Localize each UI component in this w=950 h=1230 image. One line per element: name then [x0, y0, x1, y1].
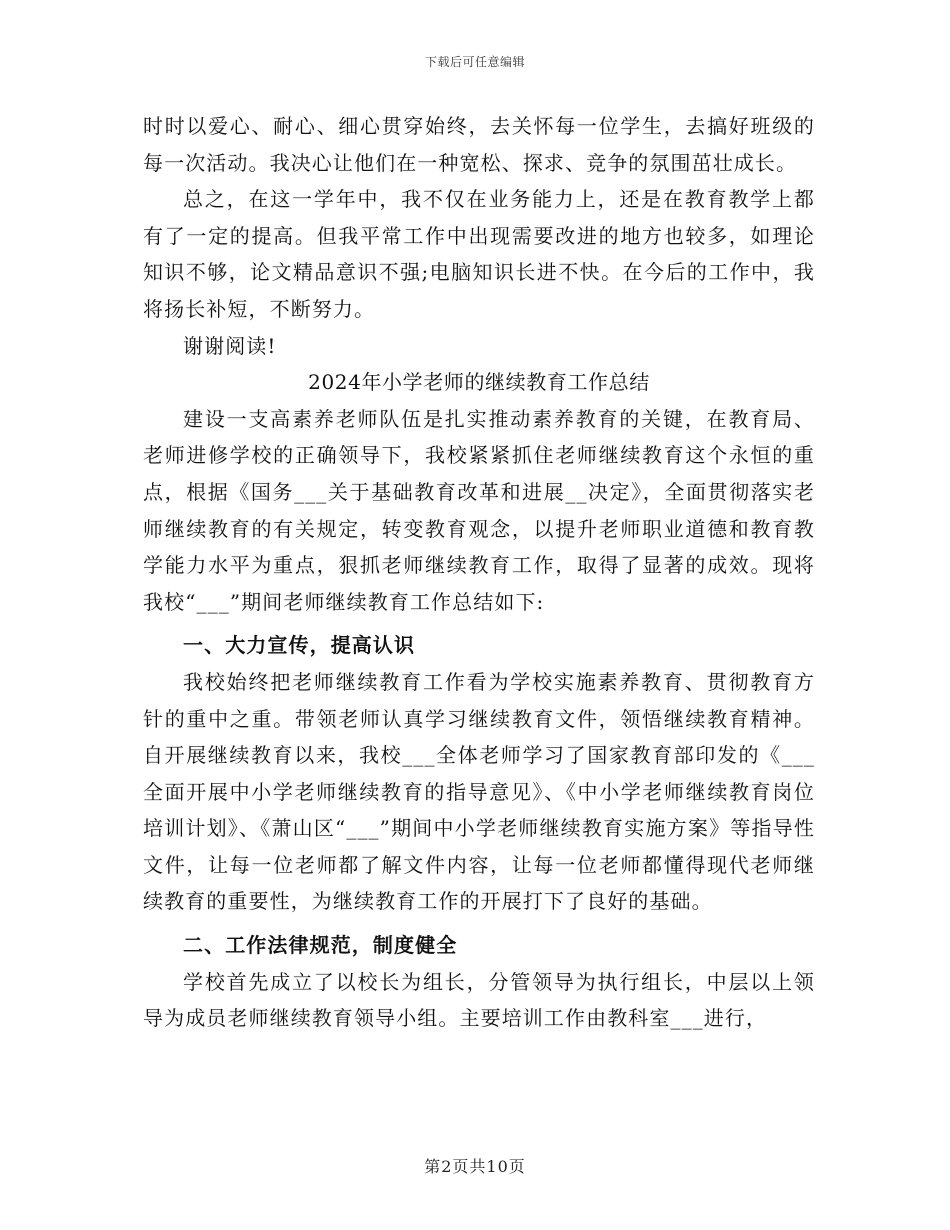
- page-footer: 第2页共10页: [424, 1157, 526, 1176]
- section-heading-1: 一、大力宣传，提高认识: [183, 633, 416, 658]
- page-header: 下载后可任意编辑: [424, 55, 525, 69]
- section-body-1: 我校始终把老师继续教育工作看为学校实施素养教育、贯彻教育方针的重中之重。带领老师认真学习继续教育文件，领悟继续教育精神。自开展继续教育以来，我校___全体老师学习了国家教育部印发的《___全面开展中小学老师继续教育的指导意见》、《中小学老师继续教育岗位培训计划》、《萧山区“___”期间中小学老师继续教育实施方案》等指导性文件，让每一位老师都了解文件内容，让每一位老师都懂得现代老师继续教育的重要性，为继续教育工作的开展打下了良好的基础。: [143, 669, 815, 914]
- paragraph-intro: 建设一支高素养老师队伍是扎实推动素养教育的关键，在教育局、老师进修学校的正确领导下，我校紧紧抓住老师继续教育这个永恒的重点，根据《国务___关于基础教育改革和进展__决定》，全面贯彻落实老师继续教育的有关规定，转变教育观念，以提升老师职业道德和教育教学能力水平为重点，狠抓老师继续教育工作，取得了显著的成效。现将我校“___”期间老师继续教育工作总结如下:: [143, 406, 815, 614]
- paragraph-continued: 时时以爱心、耐心、细心贯穿始终，去关怀每一位学生，去搞好班级的每一次活动。我决心让他们在一种宽松、探求、竞争的氛围茁壮成长。: [143, 114, 815, 175]
- section-body-2: 学校首先成立了以校长为组长，分管领导为执行组长，中层以上领导为成员老师继续教育领导小组。主要培训工作由教科室___进行，: [143, 969, 815, 1031]
- section-heading-2: 二、工作法律规范，制度健全: [183, 933, 458, 958]
- document-body: [143, 108, 815, 1037]
- document-title: 2024年小学老师的继续教育工作总结: [308, 370, 650, 395]
- paragraph-summary: 总之，在这一学年中，我不仅在业务能力上，还是在教育教学上都有了一定的提高。但我平常工作中出现需要改进的地方也较多，如理论知识不够，论文精品意识不强;电脑知识长进不快。在今后的工作中，我将扬长补短，不断努力。: [143, 187, 815, 321]
- closing-thanks: 谢谢阅读!: [183, 333, 277, 358]
